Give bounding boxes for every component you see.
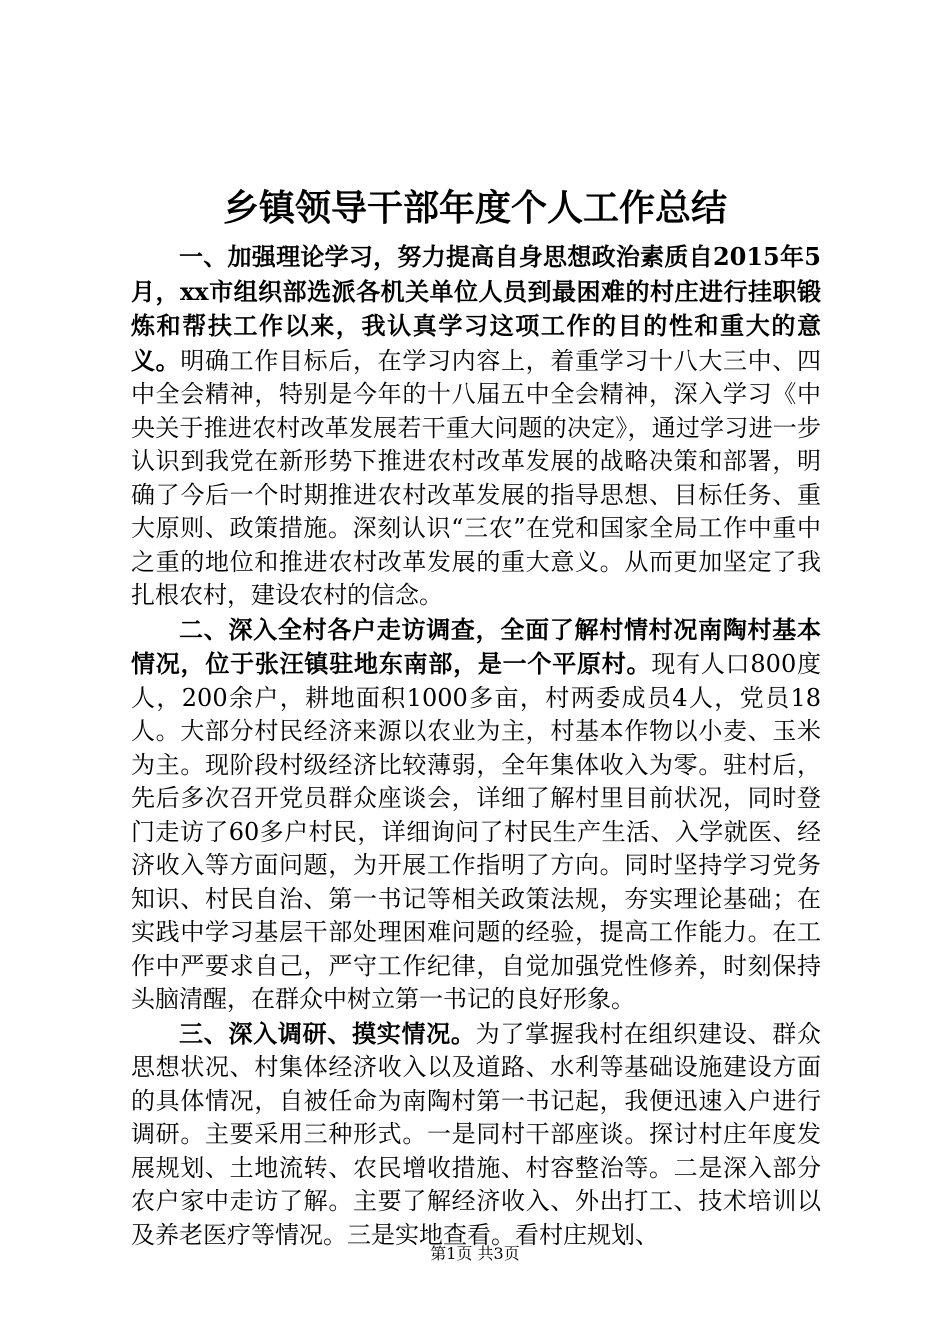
paragraph-3-heading: 三、深入调研、摸实情况。 <box>179 1018 476 1048</box>
paragraph-3 <box>131 1017 821 1253</box>
paragraph-2 <box>131 613 821 1017</box>
paragraph-1-heading: 一、加强理论学习，努力提高自身思想政治素质自2015年5月，xx市组织部选派各机关单位人员到最困难的村庄进行挂职锻炼和帮扶工作以来，我认真学习这项工作的目的性和重大的意义。 <box>131 242 821 375</box>
paragraph-1 <box>131 240 821 613</box>
paragraph-2-heading: 二、深入全村各户走访调查，全面了解村情村况南陶村基本情况，位于张汪镇驻地东南部，是一个平原村。 <box>131 614 821 678</box>
paragraph-1-text: 明确工作目标后，在学习内容上，着重学习十八大三中、四中全会精神，特别是今年的十八届五中全会精神，深入学习《中央关于推进农村改革发展若干重大问题的决定》，通过学习进一步认识到我党在新形势下推进农村改革发展的战略决策和部署，明确了今后一个时期推进农村改革发展的指导思想、目标任务、重大原则、政策措施。深刻认识“三农”在党和国家全局工作中重中之重的地位和推进农村改革发展的重大意义。从而更加坚定了我扎根农村，建设农村的信念。 <box>131 346 822 609</box>
document-body <box>131 240 821 1252</box>
page-number-footer: 第1页 共3页 <box>430 1244 520 1263</box>
paragraph-2-text: 现有人口800度人，200余户，耕地面积1000多亩，村两委成员4人，党员18人。大部分村民经济来源以农业为主，村基本作物以小麦、玉米为主。现阶段村级经济比较薄弱，全年集体收入为零。驻村后，先后多次召开党员群众座谈会，详细了解村里目前状况，同时登门走访了60多户村民，详细询问了村民生产生活、入学就医、经济收入等方面问题，为开展工作指明了方向。同时坚持学习党务知识、村民自治、第一书记等相关政策法规，夯实理论基础；在实践中学习基层干部处理困难问题的经验，提高工作能力。在工作中严要求自己，严守工作纪律，自觉加强党性修养，时刻保持头脑清醒，在群众中树立第一书记的良好形象。 <box>131 650 822 1013</box>
paragraph-3-text: 为了掌握我村在组织建设、群众思想状况、村集体经济收入以及道路、水利等基础设施建设方面的具体情况，自被任命为南陶村第一书记起，我便迅速入户进行调研。主要采用三种形式。一是同村干部座谈。探讨村庄年度发展规划、土地流转、农民增收措施、村容整治等。二是深入部分农户家中走访了解。主要了解经济收入、外出打工、技术培训以及养老医疗等情况。三是实地查看。看村庄规划、 <box>131 1019 821 1249</box>
document-title: 乡镇领导干部年度个人工作总结 <box>222 187 727 229</box>
